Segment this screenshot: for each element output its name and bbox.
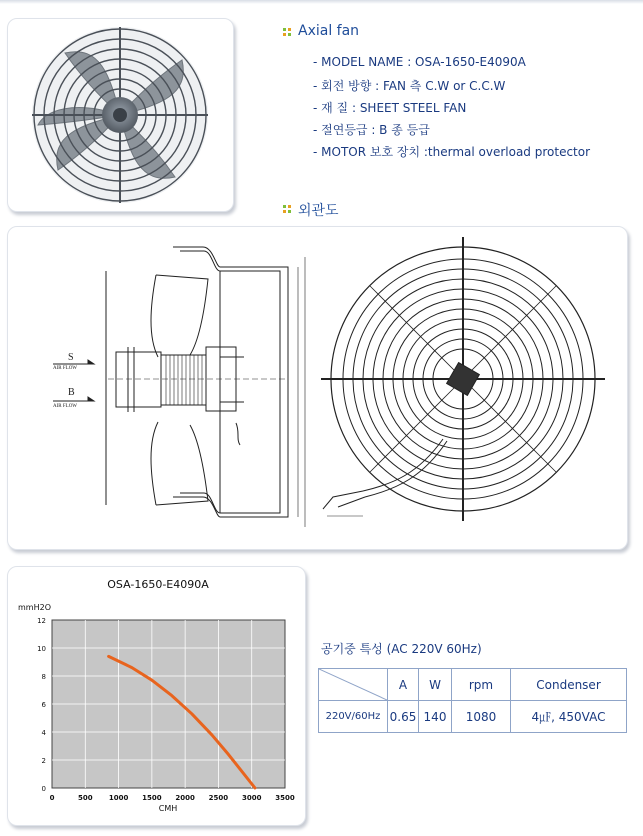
front-view	[321, 237, 605, 521]
bullet-icon	[283, 28, 291, 36]
cell-condenser: 4㎌, 450VAC	[511, 701, 627, 733]
chart-title: OSA-1650-E4090A	[107, 578, 209, 591]
header-power: W	[419, 669, 452, 701]
cell-power: 140	[419, 701, 452, 733]
airflow-label-s: AIR FLOW	[53, 366, 78, 371]
spec-insulation: - 절연등급 : B 종 등급	[313, 123, 430, 137]
y-tick-label: 0	[41, 785, 46, 793]
y-tick-label: 12	[37, 617, 46, 625]
table-row	[319, 701, 627, 733]
product-heading: Axial fan	[298, 23, 360, 39]
spec-motor-protection: - MOTOR 보호 장치 :thermal overload protector	[313, 145, 591, 159]
header-rpm: rpm	[452, 669, 511, 701]
diagonal-divider	[319, 669, 387, 700]
spec-model-name: - MODEL NAME : OSA-1650-E4090A	[313, 55, 526, 69]
top-divider	[0, 0, 643, 4]
x-tick-label: 1000	[108, 794, 129, 802]
airflow-label-b: AIR FLOW	[53, 404, 78, 409]
header-current: A	[388, 669, 419, 701]
x-tick-label: 500	[77, 794, 93, 802]
x-tick-label: 2000	[175, 794, 195, 802]
product-photo-card	[7, 18, 234, 212]
performance-table	[318, 668, 627, 733]
y-tick-label: 10	[37, 645, 46, 653]
x-axis-label: CMH	[158, 804, 178, 813]
cell-voltage: 220V/60Hz	[319, 701, 388, 733]
technical-drawing	[8, 227, 627, 549]
table-corner-cell	[319, 669, 388, 701]
spec-material: - 재 질 : SHEET STEEL FAN	[313, 101, 467, 115]
airflow-b-letter: B	[68, 387, 75, 398]
x-tick-label: 1500	[142, 794, 162, 802]
technical-drawing-card	[7, 226, 628, 550]
table-header-row	[319, 669, 627, 701]
x-tick-label: 2500	[208, 794, 229, 802]
y-tick-label: 2	[41, 757, 46, 765]
x-tick-label: 0	[49, 794, 55, 802]
y-tick-label: 6	[41, 701, 46, 709]
fan-photo	[8, 19, 233, 211]
x-tick-label: 3500	[275, 794, 295, 802]
spec-rotation: - 회전 방향 : FAN 측 C.W or C.C.W	[313, 79, 506, 93]
airflow-s-letter: S	[68, 352, 74, 363]
y-axis-label: mmH2O	[18, 603, 51, 612]
cell-rpm: 1080	[452, 701, 511, 733]
performance-chart	[8, 567, 305, 825]
bullet-icon	[283, 205, 291, 213]
x-tick-label: 3000	[241, 794, 262, 802]
side-view	[53, 247, 305, 527]
y-tick-label: 4	[41, 729, 46, 737]
cell-current: 0.65	[388, 701, 419, 733]
y-tick-label: 8	[41, 673, 46, 681]
header-condenser: Condenser	[511, 669, 627, 701]
drawing-heading: 외관도	[298, 203, 339, 219]
performance-title: 공기중 특성 (AC 220V 60Hz)	[321, 642, 482, 656]
chart-card	[7, 566, 306, 826]
